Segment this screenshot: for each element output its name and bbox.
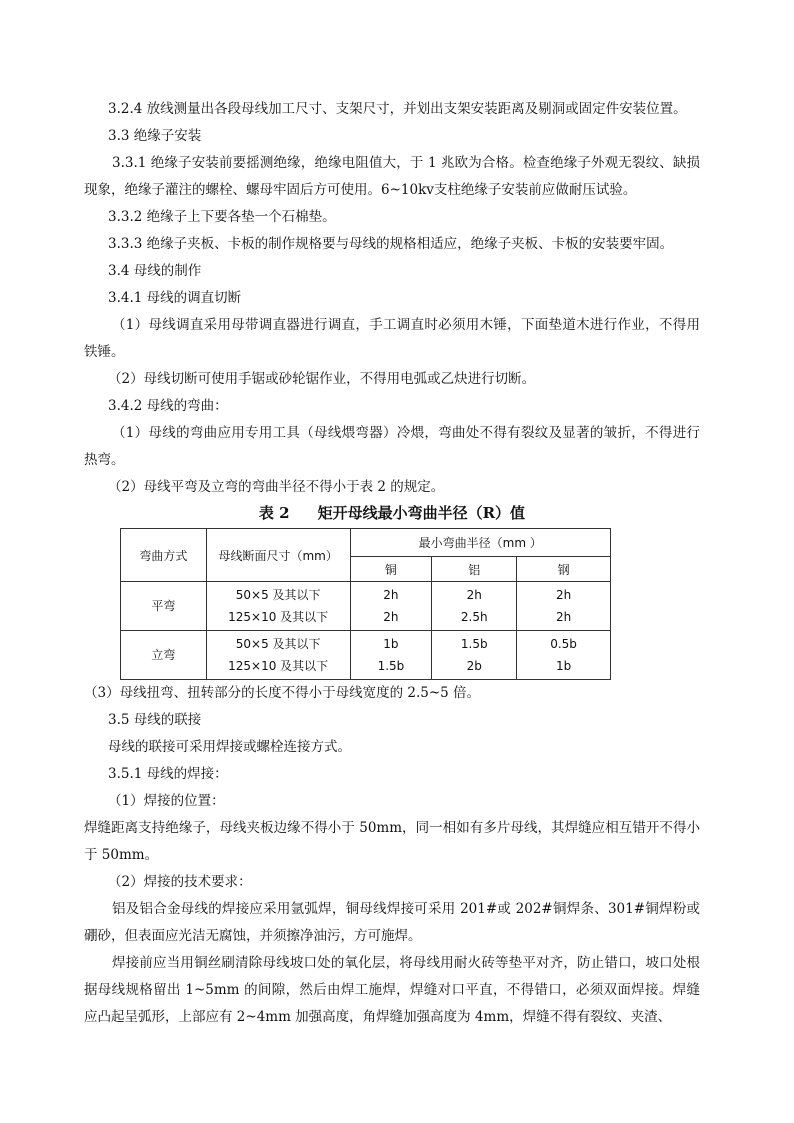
paragraph-3-3-1: 3.3.1 绝缘子安装前要摇测绝缘，绝缘电阻值大，于 1 兆欧为合格。检查绝缘子外观无裂纹、缺损现象，绝缘子灌注的螺栓、螺母牢固后方可使用。6~10kv支柱绝缘子安装前应做耐压试验。 [84,155,700,198]
paragraph-weld-preparation: 焊接前应当用铜丝刷清除母线坡口处的氧化层，将母线用耐火砖等垫平对齐，防止错口，坡口处根据母线规格留出 1~5mm 的间隙，然后由焊工施焊，焊缝对口平直，不得错口，必须双面焊接。焊缝应凸起呈弧形，上部应有 2~4mm 加强高度，角焊缝加强高度为 4mm，焊缝不得有裂纹、夹渣、 [84,955,700,1025]
bend-radius-table [120,528,611,680]
cell-line: 1b [555,659,572,673]
cell-line: 125×10 及其以下 [228,659,329,673]
table-caption [84,502,700,524]
cell-line: 2h [555,588,572,602]
header-bend-type: 弯曲方式 [121,529,207,582]
table-row [121,582,611,631]
cell-line: 50×5 及其以下 [235,588,321,602]
cell-line: 0.5b [550,637,577,651]
cell-bend-type: 平弯 [121,582,207,631]
cell-line: 125×10 及其以下 [228,610,329,624]
cell-line: 2.5h [460,610,488,624]
paragraph-cutting: （2）母线切断可使用手锯或砂轮锯作业，不得用电弧或乙炔进行切断。 [108,371,536,387]
cell-line: 1.5b [460,637,488,651]
heading-weld-position: （1）焊接的位置： [108,793,225,809]
cell-line: 2h [466,588,482,602]
heading-3-4-2: 3.4.2 母线的弯曲： [108,398,228,414]
paragraph-twist-length: （3）母线扭弯、扭转部分的长度不得小于母线宽度的 2.5~5 倍。 [84,685,481,701]
cell-line: 1.5b [377,659,405,673]
header-steel: 钢 [517,557,611,582]
header-copper: 铜 [350,557,432,582]
header-section-size: 母线断面尺寸（mm） [206,529,350,582]
table-caption-title: 矩开母线最小弯曲半径（R）值 [317,504,526,522]
cell-copper [350,582,432,631]
heading-3-4-1: 3.4.1 母线的调直切断 [108,290,242,306]
cell-section-sizes [206,631,350,680]
paragraph-connection-methods: 母线的联接可采用焊接或螺栓连接方式。 [108,739,351,755]
paragraph-3-2-4: 3.2.4 放线测量出各段母线加工尺寸、支架尺寸，并划出支架安装距离及剔洞或固定件安装位置。 [108,101,687,117]
paragraph-3-3-3: 3.3.3 绝缘子夹板、卡板的制作规格要与母线的规格相适应，绝缘子夹板、卡板的安装要牢固。 [108,236,674,252]
cell-bend-type: 立弯 [121,631,207,680]
paragraph-weld-method: 铝及铝合金母线的焊接应采用氩弧焊，铜母线焊接可采用 201#或 202#铜焊条、301#铜焊粉或硼砂，但表面应光洁无腐蚀，并须擦净油污，方可施焊。 [84,901,700,944]
cell-line: 2h [383,610,399,624]
table-header-row [121,529,611,557]
cell-steel [517,631,611,680]
heading-weld-requirements: （2）焊接的技术要求： [108,874,252,890]
paragraph-3-3-2: 3.3.2 绝缘子上下要各垫一个石棉垫。 [108,209,336,225]
cell-aluminum [432,582,517,631]
paragraph-bending: （1）母线的弯曲应用专用工具（母线煨弯器）冷煨，弯曲处不得有裂纹及显著的皱折，不得进行热弯。 [84,425,700,468]
paragraph-weld-position: 焊缝距离支持绝缘子，母线夹板边缘不得小于 50mm，同一相如有多片母线，其焊缝应相互错开不得小于 50mm。 [84,820,700,863]
cell-aluminum [432,631,517,680]
cell-line: 2h [383,588,399,602]
cell-copper [350,631,432,680]
cell-line: 50×5 及其以下 [235,637,321,651]
header-min-radius: 最小弯曲半径（mm ） [350,529,611,557]
cell-line: 2b [466,659,482,673]
cell-line: 1b [383,637,399,651]
heading-3-4: 3.4 母线的制作 [108,263,202,279]
paragraph-straightening: （1）母线调直采用母带调直器进行调直，手工调直时必须用木锤，下面垫道木进行作业，不得用铁锤。 [84,317,700,360]
cell-line: 2h [555,610,572,624]
heading-3-5: 3.5 母线的联接 [108,712,202,728]
table-row [121,631,611,680]
paragraph-bend-radius: （2）母线平弯及立弯的弯曲半径不得小于表 2 的规定。 [108,479,445,495]
cell-section-sizes [206,582,350,631]
table-caption-number: 表 2 [258,504,290,522]
cell-steel [517,582,611,631]
heading-3-5-1: 3.5.1 母线的焊接： [108,766,228,782]
document-body [84,96,700,1031]
header-aluminum: 铝 [432,557,517,582]
heading-3-3: 3.3 绝缘子安装 [108,128,202,144]
